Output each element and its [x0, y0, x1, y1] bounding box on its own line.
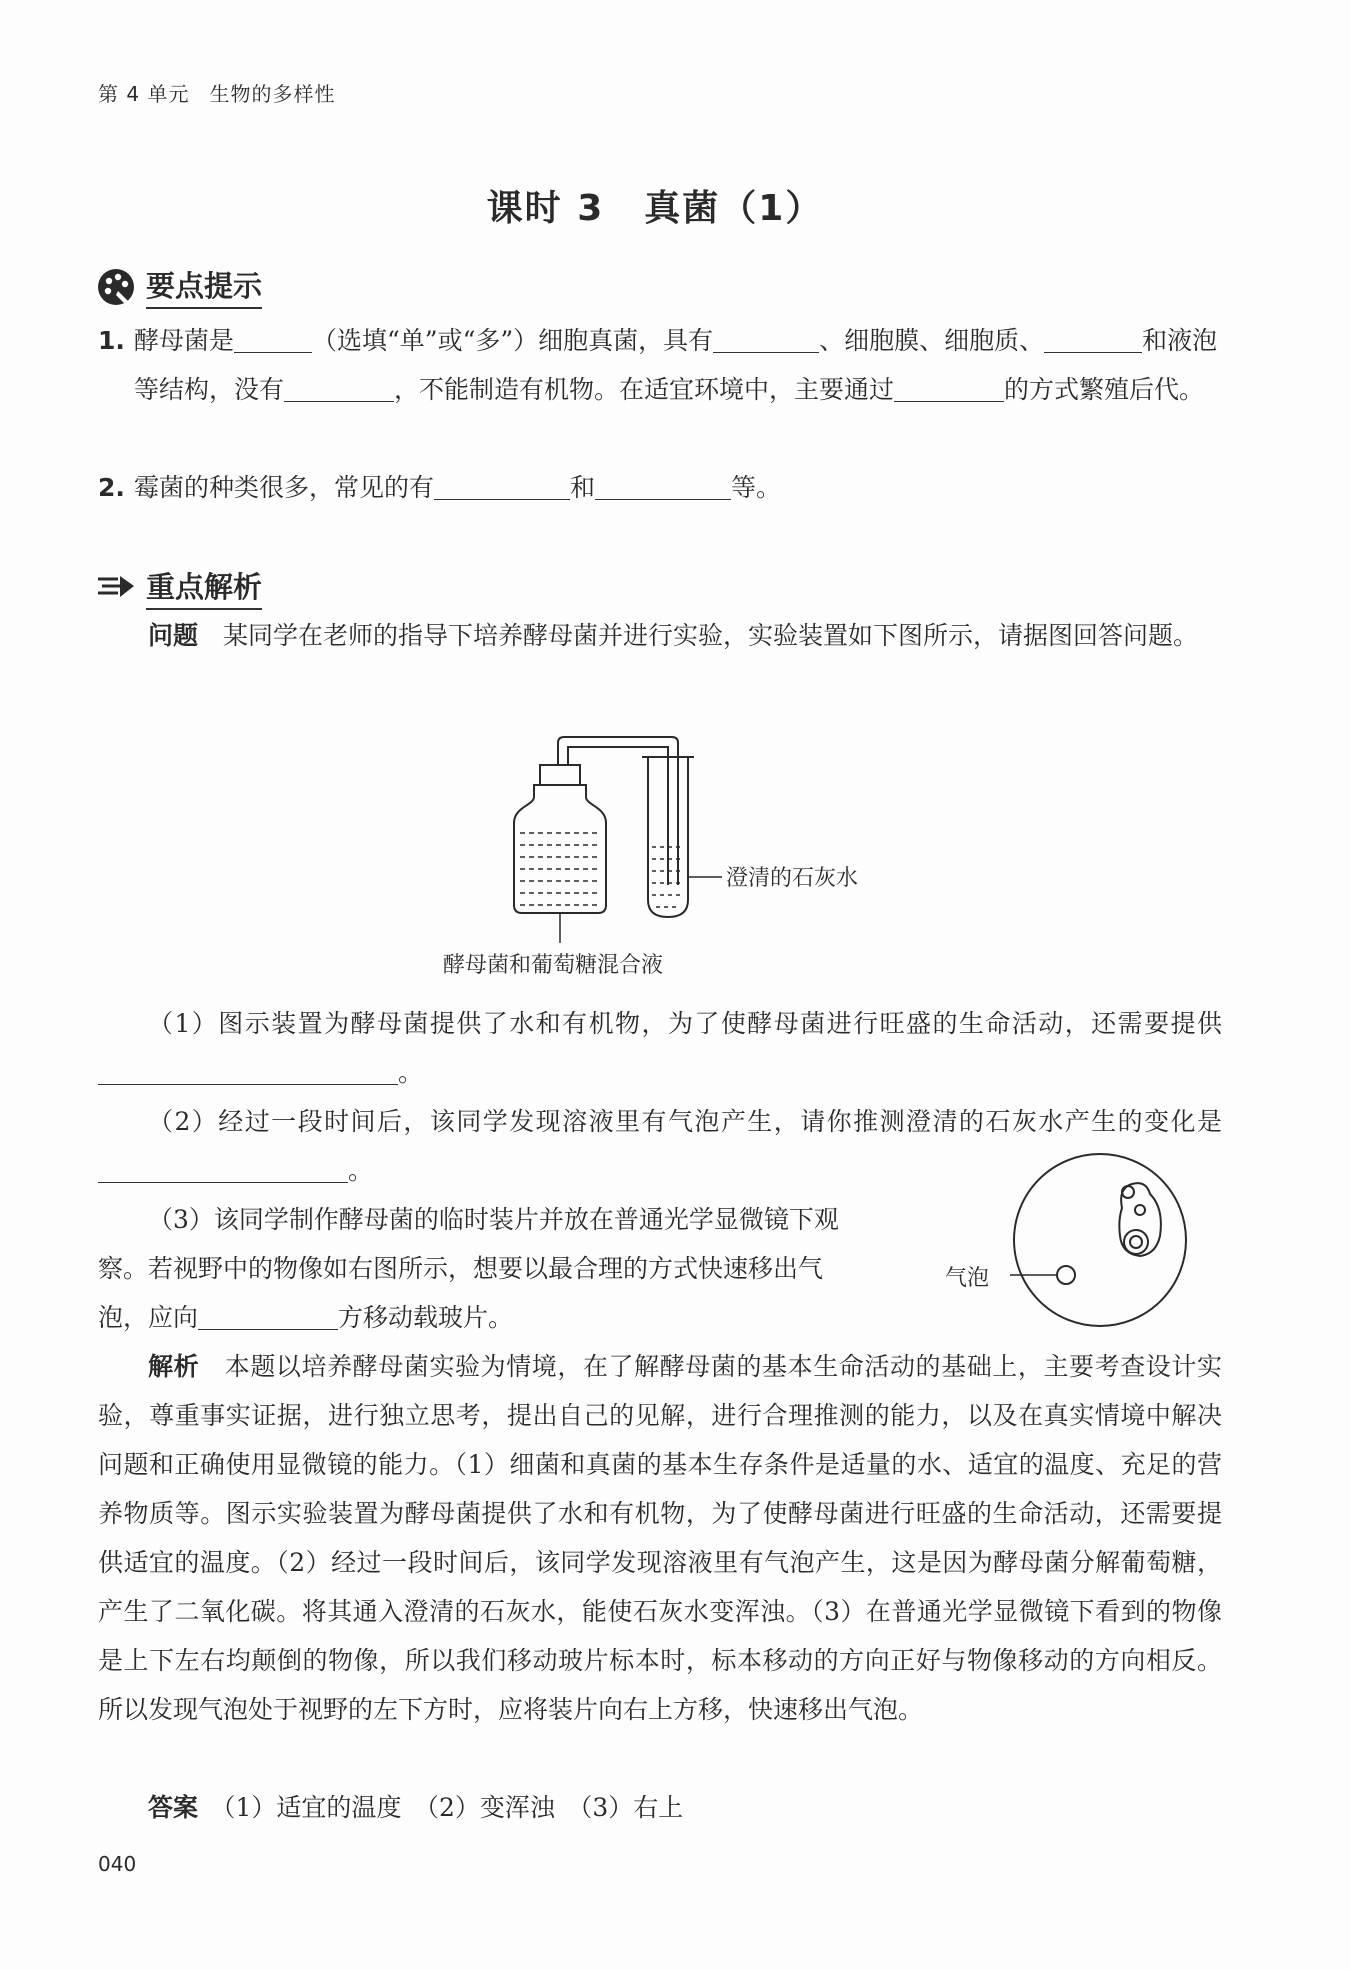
q2-text-3: 等。	[731, 473, 782, 502]
sub2-end: 。	[348, 1156, 374, 1185]
answer-label: 答案	[148, 1793, 199, 1822]
answer-blank	[198, 1299, 338, 1330]
palette-icon	[96, 267, 136, 307]
sub1-end: 。	[398, 1058, 424, 1087]
analysis-text: 本题以培养酵母菌实验为情境，在了解酵母菌的基本生命活动的基础上，主要考查设计实验，尊重事实证据，进行独立思考，提出自己的见解，进行合理推测的能力，以及在真实情境中解决问题和正确使用显微镜的能力。（1）细菌和真菌的基本生存条件是适量的水、适宜的温度、充足的营养物质等。图示实验装置为酵母菌提供了水和有机物，为了使酵母菌进行旺盛的生命活动，还需要提供适宜的温度。（2）经过一段时间后，该同学发现溶液里有气泡产生，这是因为酵母菌分解葡萄糖，产生了二氧化碳。将其通入澄清的石灰水，能使石灰水变浑浊。（3）在普通光学显微镜下看到的物像是上下左右均颠倒的物像，所以我们移动玻片标本时，标本移动的方向正好与物像移动的方向相反。所以发现气泡处于视野的左下方时，应将装片向右上方移，快速移出气泡。	[98, 1352, 1222, 1724]
unit-topic: 生物的多样性	[209, 82, 336, 106]
answer-blank	[434, 469, 570, 500]
running-header	[98, 78, 335, 107]
section-analysis-heading	[96, 565, 262, 610]
culture-bottle	[514, 737, 678, 913]
section-key-points-heading	[96, 264, 262, 309]
q1-text-4: 和液泡等结构，没有	[134, 326, 1218, 404]
lesson-name: 真菌（1）	[644, 188, 824, 229]
problem-text: 某同学在老师的指导下培养酵母菌并进行实验，实验装置如下图所示，请据图回答问题。	[223, 621, 1199, 650]
question-2	[98, 463, 1222, 512]
problem-paragraph	[98, 611, 1222, 660]
label-limewater: 澄清的石灰水	[726, 866, 859, 891]
answer-blank	[234, 322, 312, 353]
experiment-apparatus-figure	[430, 735, 910, 980]
question-1	[98, 316, 1222, 414]
answer-blank	[713, 322, 819, 353]
answer-blank	[98, 1152, 348, 1183]
section-key-points-label: 要点提示	[146, 264, 262, 309]
answer-blank	[1044, 322, 1142, 353]
sub-question-3	[98, 1195, 839, 1342]
answer-blank	[284, 371, 394, 402]
label-yeast-mixture: 酵母菌和葡萄糖混合液	[443, 953, 664, 978]
microscope-field-figure	[1010, 1150, 1190, 1330]
q1-text-6: 的方式繁殖后代。	[1004, 375, 1205, 404]
answer-blank	[98, 1054, 398, 1085]
sub3-line-3b: 方移动载玻片。	[338, 1303, 514, 1332]
question-number: 1.	[98, 326, 125, 355]
sub3-line-3a: 泡，应向	[98, 1303, 199, 1332]
sub-question-1	[98, 999, 1222, 1097]
yeast-solution	[520, 833, 600, 905]
unit-label: 第 4 单元	[98, 82, 190, 106]
section-analysis-label: 重点解析	[146, 565, 262, 610]
q1-text-5: ，不能制造有机物。在适宜环境中，主要通过	[394, 375, 895, 404]
q1-text-3: 、细胞膜、细胞质、	[819, 326, 1045, 355]
page-number: 040	[98, 1852, 137, 1876]
analysis-paragraph	[98, 1342, 1222, 1734]
q1-text-1: 酵母菌是	[134, 326, 235, 355]
answer-blank	[894, 371, 1004, 402]
lesson-number: 课时 3	[486, 188, 605, 229]
q2-text-1: 霉菌的种类很多，常见的有	[134, 473, 435, 502]
speed-arrow-icon	[96, 573, 136, 603]
sub3-line-1: （3）该同学制作酵母菌的临时装片并放在普通光学显微镜下观	[148, 1205, 839, 1234]
sub1-text: （1）图示装置为酵母菌提供了水和有机物，为了使酵母菌进行旺盛的生命活动，还需要提供	[148, 1009, 1222, 1038]
question-number: 2.	[98, 473, 125, 502]
q1-text-2: （选填“单”或“多”）细胞真菌，具有	[312, 326, 714, 355]
yeast-cell	[1119, 1183, 1161, 1256]
answer-text: （1）适宜的温度 （2）变浑浊 （3）右上	[223, 1793, 684, 1822]
answer-blank	[595, 469, 731, 500]
page-title	[0, 180, 1310, 231]
problem-label: 问题	[148, 621, 199, 650]
sub3-line-2: 察。若视野中的物像如右图所示，想要以最合理的方式快速移出气	[98, 1254, 824, 1283]
answer-paragraph	[98, 1783, 1222, 1832]
sub2-text: （2）经过一段时间后，该同学发现溶液里有气泡产生，请你推测澄清的石灰水产生的变化是	[148, 1107, 1222, 1136]
analysis-label: 解析	[148, 1352, 200, 1381]
label-bubble: 气泡	[945, 1266, 990, 1291]
air-bubble	[1057, 1266, 1075, 1284]
q2-text-2: 和	[570, 473, 596, 502]
